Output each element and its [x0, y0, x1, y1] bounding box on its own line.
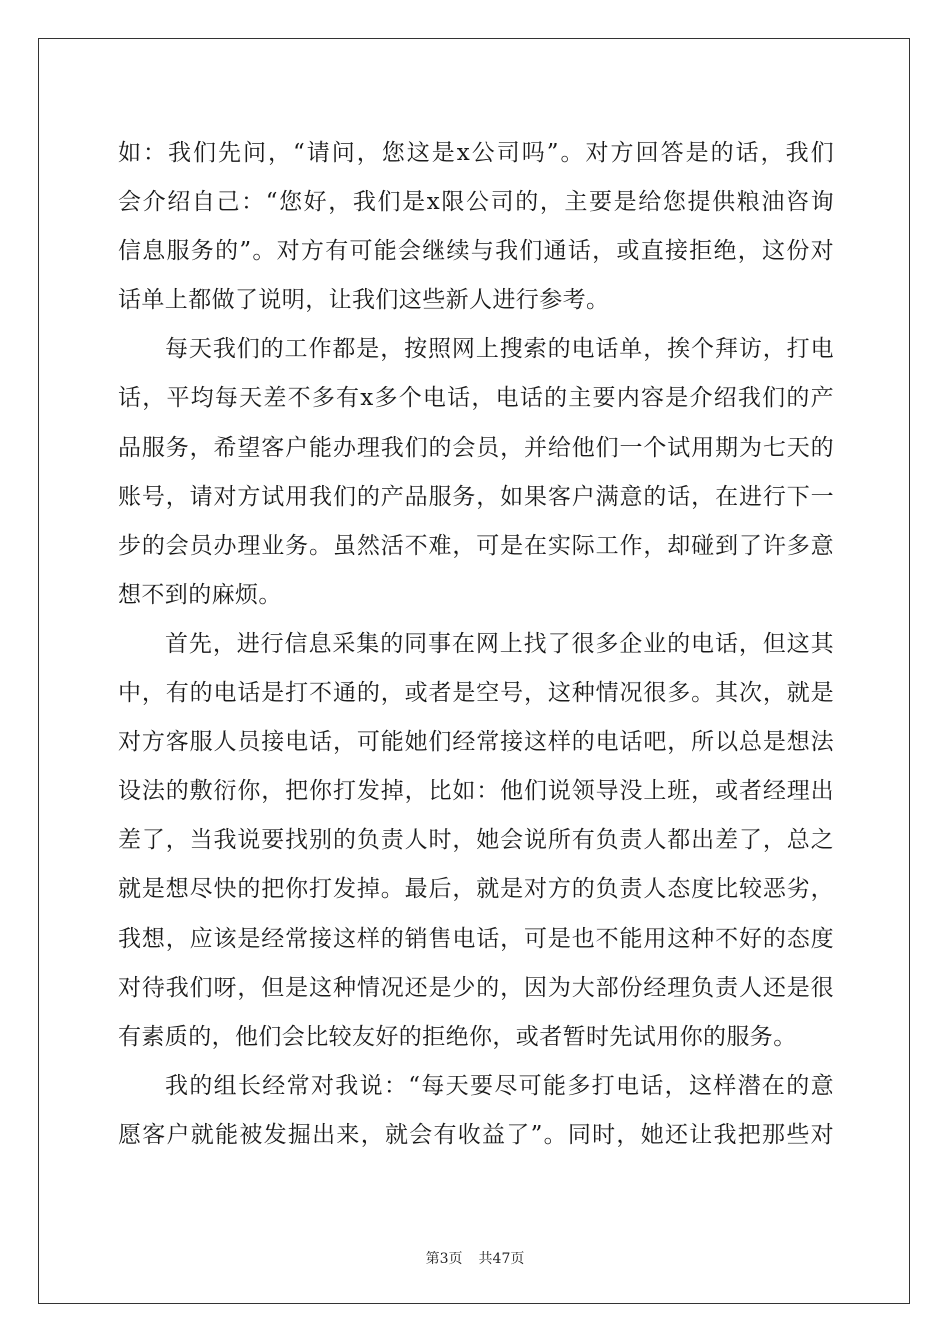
text-line: 对方客服人员接电话，可能她们经常接这样的电话吧，所以总是想法: [118, 729, 834, 756]
document-body: [118, 129, 834, 1160]
page-footer: [0, 1248, 950, 1268]
text-line: 设法的敷衍你，把你打发掉，比如：他们说领导没上班，或者经理出: [118, 778, 834, 805]
text-line: 对待我们呀，但是这种情况还是少的，因为大部份经理负责人还是很: [118, 974, 834, 1001]
text-line: 愿客户就能被发掘出来，就会有收益了”。同时，她还让我把那些对: [118, 1121, 834, 1148]
text-line: 我想，应该是经常接这样的销售电话，可是也不能用这种不好的态度: [118, 925, 834, 952]
text-line: 想不到的麻烦。: [118, 581, 282, 608]
text-line: 如：我们先问，“请问，您这是x公司吗”。对方回答是的话，我们: [118, 140, 834, 166]
text-line: 首先，进行信息采集的同事在网上找了很多企业的电话，但这其: [165, 630, 834, 657]
text-line: 话，平均每天差不多有x多个电话，电话的主要内容是介绍我们的产: [118, 385, 834, 412]
text-line: 有素质的，他们会比较友好的拒绝你，或者暂时先试用你的服务。: [118, 1023, 797, 1050]
text-line: 话单上都做了说明，让我们这些新人进行参考。: [118, 287, 610, 314]
text-line: 差了，当我说要找别的负责人时，她会说所有负责人都出差了，总之: [118, 827, 834, 854]
text-line: 每天我们的工作都是，按照网上搜索的电话单，挨个拜访，打电: [165, 336, 834, 363]
text-line: 我的组长经常对我说：“每天要尽可能多打电话，这样潜在的意: [165, 1072, 834, 1099]
page-total: 共47页: [478, 1251, 525, 1267]
text-line: 就是想尽快的把你打发掉。最后，就是对方的负责人态度比较恶劣，: [118, 876, 834, 903]
page-number: 第3页: [425, 1251, 463, 1267]
text-line: 会介绍自己：“您好，我们是x限公司的，主要是给您提供粮油咨询: [118, 189, 834, 216]
text-line: 步的会员办理业务。虽然活不难，可是在实际工作，却碰到了许多意: [118, 532, 834, 559]
text-line: 中，有的电话是打不通的，或者是空号，这种情况很多。其次，就是: [118, 680, 834, 707]
text-line: 品服务，希望客户能办理我们的会员，并给他们一个试用期为七天的: [118, 434, 834, 461]
text-line: 信息服务的”。对方有可能会继续与我们通话，或直接拒绝，这份对: [118, 238, 834, 265]
text-line: 账号，请对方试用我们的产品服务，如果客户满意的话，在进行下一: [118, 483, 834, 510]
